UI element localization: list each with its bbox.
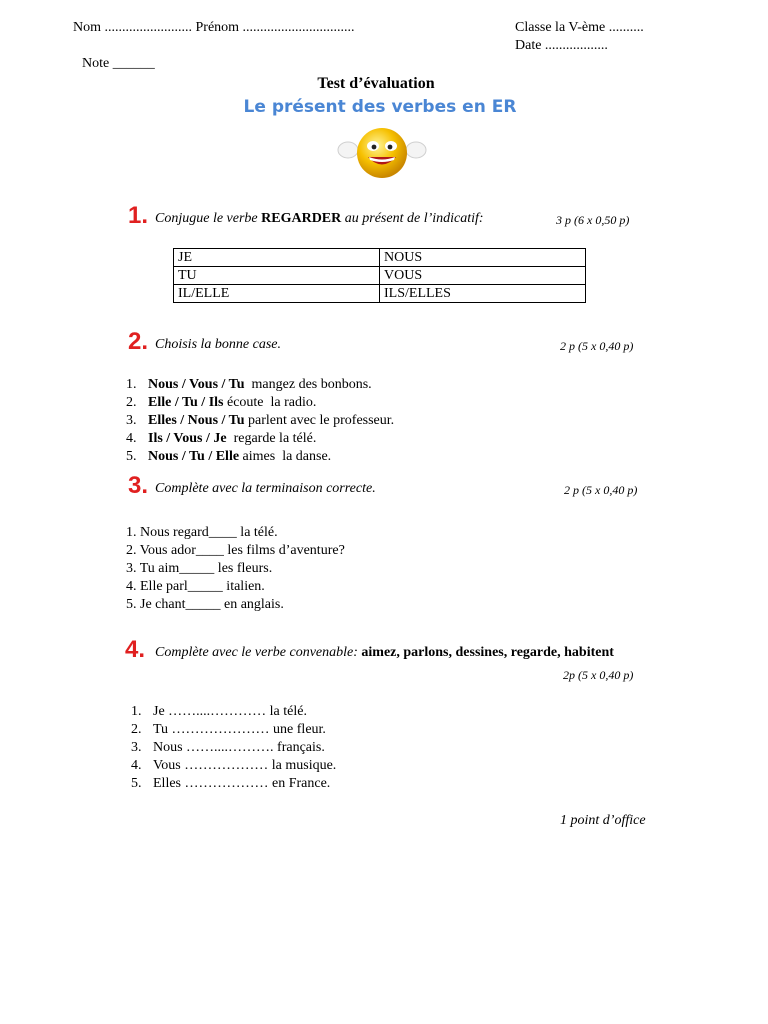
table-row — [174, 267, 586, 285]
list-item: 3. Elles / Nous / Tu parlent avec le professeur. — [126, 413, 395, 428]
list-item: 3. Nous ……....………. français. — [131, 740, 325, 755]
list-item: 2. Elle / Tu / Ils écoute la radio. — [126, 395, 317, 410]
list-item: 5. Je chant_____ en anglais. — [126, 597, 284, 612]
table-cell: NOUS — [380, 249, 586, 267]
exercise-2-number: 2. — [128, 328, 149, 355]
table-cell: JE — [174, 249, 380, 267]
list-item: 1. Nous regard____ la télé. — [126, 525, 278, 540]
exercise-2-instruction: Choisis la bonne case. — [155, 337, 281, 352]
table-cell: IL/ELLE — [174, 285, 380, 303]
grade-field-line: Note ______ — [82, 56, 155, 71]
page-subtitle: Le présent des verbes en ER — [243, 97, 517, 117]
list-item: 4. Vous ……………… la musique. — [131, 758, 337, 773]
exercise-4-list — [131, 703, 336, 793]
list-item: 5. Elles ……………… en France. — [131, 776, 331, 791]
exercise-1-number: 1. — [128, 202, 149, 229]
list-item: 2. Vous ador____ les films d’aventure? — [126, 543, 345, 558]
list-item: 4. Ils / Vous / Je regarde la télé. — [126, 431, 317, 446]
exercise-1-instruction: Conjugue le verbe REGARDER au présent de l’indicatif: — [155, 211, 484, 226]
list-item: 4. Elle parl_____ italien. — [126, 579, 265, 594]
exercise-2-points: 2 p (5 x 0,40 p) — [560, 339, 634, 353]
table-cell: TU — [174, 267, 380, 285]
list-item: 1. Nous / Vous / Tu mangez des bonbons. — [126, 377, 372, 392]
exercise-3-number: 3. — [128, 472, 149, 499]
name-field-line: Nom ......................... Prénom ................................ — [73, 20, 355, 35]
table-row — [174, 285, 586, 303]
list-item: 1. Je ……....………… la télé. — [131, 704, 307, 719]
conjugation-table — [173, 248, 586, 303]
list-item: 2. Tu ………………… une fleur. — [131, 722, 326, 737]
bonus-point-note: 1 point d’office — [560, 813, 646, 828]
exercise-2-list — [126, 376, 394, 466]
table-row — [174, 249, 586, 267]
list-item: 5. Nous / Tu / Elle aimes la danse. — [126, 449, 332, 464]
exercise-1-points: 3 p (6 x 0,50 p) — [556, 213, 630, 227]
exercise-4-points: 2p (5 x 0,40 p) — [563, 668, 634, 682]
class-field-line: Classe la V-ème .......... — [515, 20, 644, 35]
date-field-line: Date .................. — [515, 38, 608, 53]
exercise-4-number: 4. — [125, 636, 146, 663]
exercise-3-points: 2 p (5 x 0,40 p) — [564, 483, 638, 497]
exercise-4-instruction: Complète avec le verbe convenable: aimez, parlons, dessines, regarde, habitent — [155, 645, 614, 660]
exercise-3-list — [126, 524, 345, 614]
page-title: Test d’évaluation — [317, 75, 435, 92]
smiley-face-icon — [336, 126, 428, 182]
table-cell: ILS/ELLES — [380, 285, 586, 303]
exercise-3-instruction: Complète avec la terminaison correcte. — [155, 481, 376, 496]
list-item: 3. Tu aim_____ les fleurs. — [126, 561, 273, 576]
table-cell: VOUS — [380, 267, 586, 285]
